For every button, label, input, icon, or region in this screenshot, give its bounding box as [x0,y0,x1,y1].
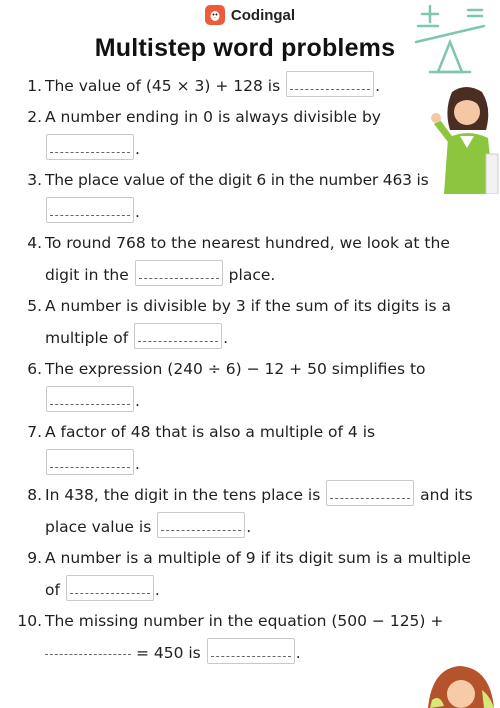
question-item [12,165,488,228]
question-number: 9. [27,549,42,567]
question-text-end: . [375,77,381,95]
answer-blank[interactable] [207,638,295,664]
question-text-mid: = 450 is [135,643,201,662]
question-item [12,228,488,291]
answer-blank[interactable] [46,134,134,160]
question-number: 8. [27,486,42,504]
question-text: A number ending in 0 is always divisible by [45,108,381,126]
question-number: 3. [27,171,42,189]
question-text: The value of (45 × 3) + 128 is [45,77,281,95]
question-text-end: . [135,139,140,158]
answer-blank[interactable] [46,386,134,412]
question-text: The expression (240 ÷ 6) − 12 + 50 simplifies to [45,360,426,378]
question-text: A factor of 48 that is also a multiple of 4 is [45,423,376,441]
answer-blank[interactable] [286,71,374,97]
page-title: Multistep word problems [94,34,396,62]
question-text-end: . [135,202,140,221]
question-number: 6. [27,360,42,378]
question-text-mid: and its place value is [45,486,473,536]
question-item [12,480,488,543]
question-text: A number is divisible by 3 if the sum of its digits is a multiple of [45,297,452,347]
question-item [12,606,488,669]
question-number: 4. [27,234,42,252]
answer-blank[interactable] [326,480,414,506]
answer-blank[interactable] [46,197,134,223]
question-text-end: . [154,580,160,599]
question-item [12,543,488,606]
question-item [12,102,488,165]
codingal-logo-icon [205,5,225,25]
question-item [12,71,488,103]
answer-blank[interactable] [135,260,223,286]
answer-blank[interactable] [157,512,245,538]
question-text: To round 768 to the nearest hundred, we look at the digit in the [45,234,450,284]
brand-name: Codingal [230,6,296,24]
answer-blank[interactable] [46,449,134,475]
question-text: The place value of the digit 6 in the number 463 is [45,171,429,189]
question-number: 7. [27,423,42,441]
question-text: The missing number in the equation (500 − 125) + [45,612,444,630]
question-text-end: place. [228,265,276,284]
question-text: A number is a multiple of 9 if its digit sum is a multiple of [45,549,471,599]
question-text-end: . [246,517,252,536]
question-item [12,291,488,354]
question-text-end: . [135,454,140,473]
question-text-end: . [223,328,229,347]
question-text-end: . [295,643,301,662]
question-number: 1. [27,77,42,95]
answer-blank[interactable] [134,323,222,349]
answer-blank[interactable] [66,575,154,601]
question-number: 5. [27,297,42,315]
question-number: 2. [27,108,42,126]
missing-number-line [45,654,131,655]
question-text: In 438, the digit in the tens place is [45,486,321,504]
question-item [12,417,488,480]
question-number: 10. [17,612,42,630]
question-text-end: . [135,391,140,410]
question-item [12,354,488,417]
